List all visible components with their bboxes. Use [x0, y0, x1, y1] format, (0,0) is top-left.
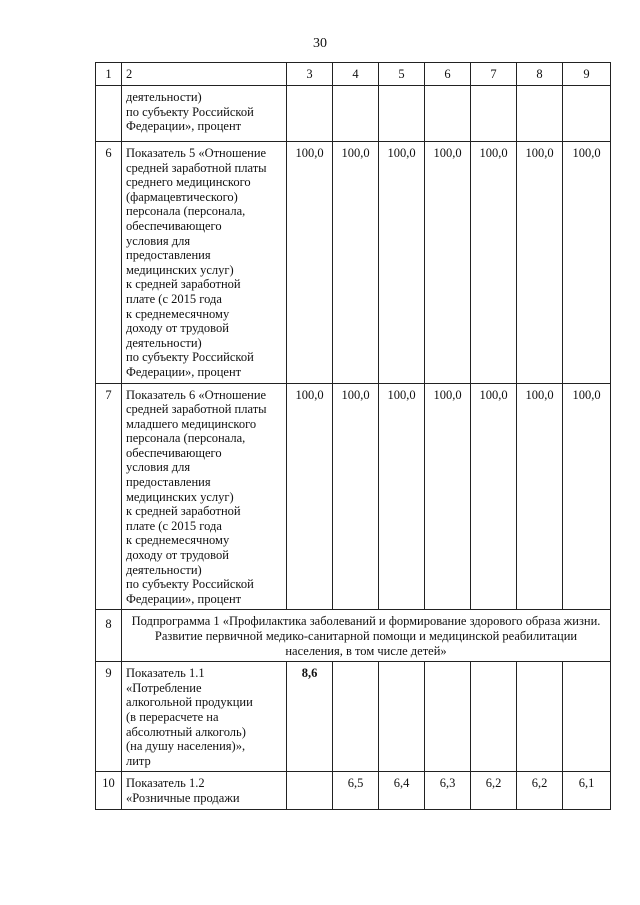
row-number: 6: [96, 142, 122, 384]
header-cell-3: 3: [287, 63, 333, 86]
value-cell: 100,0: [379, 142, 425, 384]
header-cell-2: 2: [122, 63, 287, 86]
value-cell: 100,0: [379, 383, 425, 610]
subprogram-row: [96, 610, 611, 662]
value-cell: 6,5: [333, 772, 379, 809]
row-number: 8: [96, 610, 122, 662]
row-number: 9: [96, 662, 122, 772]
indicators-table: [95, 62, 611, 810]
header-cell-6: 6: [425, 63, 471, 86]
indicator-description: деятельности) по субъекту Российской Федерации», процент: [122, 86, 287, 142]
page-number: 30: [313, 36, 327, 51]
row-number: 7: [96, 383, 122, 610]
header-cell-8: 8: [517, 63, 563, 86]
value-cell: 100,0: [517, 383, 563, 610]
value-cell: 6,1: [563, 772, 611, 809]
value-cell: 6,2: [471, 772, 517, 809]
value-cell: 6,4: [379, 772, 425, 809]
table-row: [96, 662, 611, 772]
value-cell: 100,0: [563, 383, 611, 610]
value-cell: 8,6: [287, 662, 333, 772]
header-cell-9: 9: [563, 63, 611, 86]
value-cell: 6,2: [517, 772, 563, 809]
table-header-row: [96, 63, 611, 86]
value-cell: 100,0: [425, 142, 471, 384]
indicator-description: Показатель 6 «Отношение средней заработной платы младшего медицинского персонала (персонала, обеспечивающего условия для предоставления медицинских услуг) к средней заработной плате (с 2015 года к среднемесячному доходу от трудовой деятельности) по субъекту Российской Федерации», процент: [122, 383, 287, 610]
value-cell: 100,0: [517, 142, 563, 384]
value-cell: 6,3: [425, 772, 471, 809]
value-cell: 100,0: [333, 383, 379, 610]
header-cell-5: 5: [379, 63, 425, 86]
indicator-description: Показатель 1.1 «Потребление алкогольной продукции (в перерасчете на абсолютный алкоголь) (на душу населения)», литр: [122, 662, 287, 772]
subprogram-title: Подпрограмма 1 «Профилактика заболеваний и формирование здорового образа жизни. Развитие первичной медико-санитарной помощи и медицинской реабилитации населения, в том числе детей»: [122, 610, 611, 662]
value-cell: 100,0: [563, 142, 611, 384]
value-cell: 100,0: [287, 142, 333, 384]
table-row: [96, 142, 611, 384]
table-row: [96, 772, 611, 809]
table-row: [96, 383, 611, 610]
header-cell-1: 1: [96, 63, 122, 86]
value-cell: 100,0: [471, 142, 517, 384]
value-cell: 100,0: [425, 383, 471, 610]
value-cell: 100,0: [333, 142, 379, 384]
header-cell-7: 7: [471, 63, 517, 86]
header-cell-4: 4: [333, 63, 379, 86]
row-number: [96, 86, 122, 142]
value-cell: 100,0: [471, 383, 517, 610]
indicator-description: Показатель 5 «Отношение средней заработной платы среднего медицинского (фармацевтического) персонала (персонала, обеспечивающего условия для предоставления медицинских услуг) к средней заработной плате (с 2015 года к среднемесячному доходу от трудовой деятельности) по субъекту Российской Федерации», процент: [122, 142, 287, 384]
row-number: 10: [96, 772, 122, 809]
table-row-continued: [96, 86, 611, 142]
value-cell: 100,0: [287, 383, 333, 610]
indicator-description: Показатель 1.2 «Розничные продажи: [122, 772, 287, 809]
